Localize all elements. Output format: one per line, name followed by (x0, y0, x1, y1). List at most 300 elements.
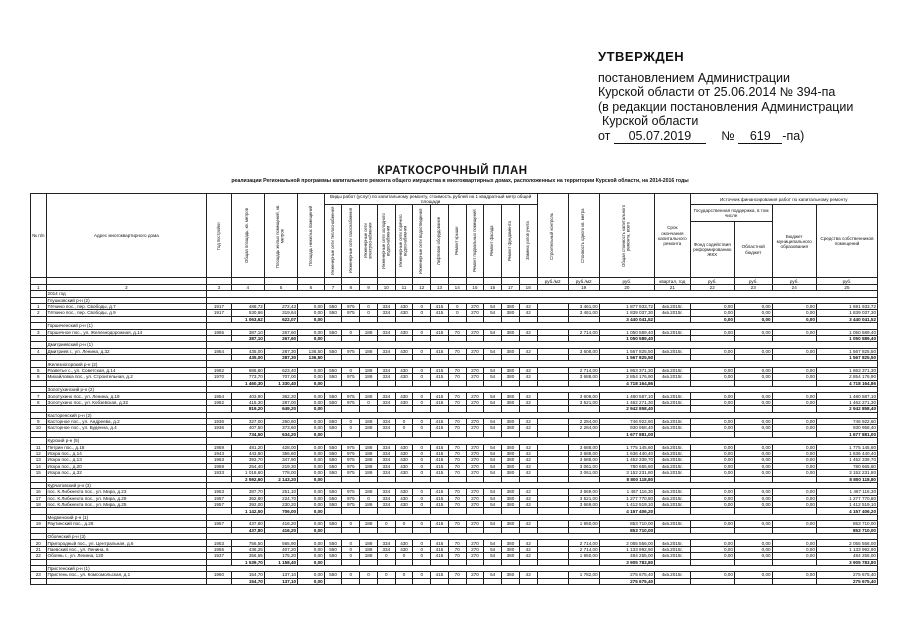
row-number: 6 (31, 374, 47, 380)
row-fund: 0,00 (690, 521, 734, 527)
row-work-cost: 42 (519, 399, 537, 405)
row-work-cost: 42 (519, 546, 537, 552)
row-work-cost: 550 (324, 540, 342, 546)
row-work-cost: 0 (360, 303, 378, 309)
row-work-cost: 975 (342, 310, 360, 316)
subtotal-area-living: 1 158,40 (264, 559, 297, 565)
row-area-nonliving: 0,00 (298, 521, 325, 527)
row-municipal: 0,00 (772, 495, 816, 501)
row-cost-sqm: 3 688,00 (568, 457, 599, 463)
row-work-cost: 380 (502, 419, 520, 425)
row-work-cost: 42 (519, 457, 537, 463)
row-fund: 0,00 (690, 310, 734, 316)
row-area-nonliving: 0,00 (298, 444, 325, 450)
row-area-living: 407,20 (264, 546, 297, 552)
subtotal-area-nonliving: 0,00 (298, 508, 325, 514)
row-work-cost: 334 (377, 419, 395, 425)
row-work-cost: 42 (519, 502, 537, 508)
row-municipal: 0,00 (772, 470, 816, 476)
column-number: 10 (377, 284, 395, 290)
row-work-cost: 70 (448, 546, 466, 552)
row-area-total: 436,25 (231, 546, 264, 552)
row-area-living: 373,60 (264, 425, 297, 431)
row-work-cost: 54 (484, 572, 502, 578)
row-work-cost: 0 (413, 367, 431, 373)
row-work-cost: 380 (502, 393, 520, 399)
row-deadline: 4кв.2015г. (655, 572, 690, 578)
subtotal-owners: 1 677 881,00 (816, 431, 877, 437)
row-work-cost: 270 (466, 572, 484, 578)
column-number: 2 (46, 284, 207, 290)
subtotal-regional: 0,00 (734, 316, 772, 322)
column-number: 24 (772, 284, 816, 290)
subtotal-cost-total: 1 677 881,00 (599, 431, 654, 437)
row-work-cost: 42 (519, 521, 537, 527)
row-work-cost: 550 (324, 457, 342, 463)
row-work-cost: 54 (484, 393, 502, 399)
row-work-cost: 54 (484, 303, 502, 309)
row-deadline: 4кв.2015г. (655, 470, 690, 476)
row-work-cost: 0 (413, 419, 431, 425)
row-work-cost: 550 (324, 310, 342, 316)
row-owners: 484 255,00 (816, 553, 877, 559)
header-year: Год постройки (207, 194, 231, 278)
row-year: 1953 (207, 489, 231, 495)
row-regional: 0,00 (734, 444, 772, 450)
row-work-cost: 0 (395, 553, 413, 559)
subtotal-area-living: 416,20 (264, 527, 297, 533)
row-work-cost: 380 (502, 303, 520, 309)
row-work-cost: 70 (448, 470, 466, 476)
row-deadline: 4кв.2015г. (655, 546, 690, 552)
row-area-living: 272,43 (264, 303, 297, 309)
row-work-cost: 430 (395, 489, 413, 495)
subtotal-cost-total: 1 567 825,50 (599, 355, 654, 361)
row-work-cost: 334 (377, 502, 395, 508)
row-deadline: 4кв.2015г. (655, 540, 690, 546)
subtotal-cost-total: 4 157 406,20 (599, 508, 654, 514)
row-work-cost: 270 (466, 495, 484, 501)
row-deadline: 4кв.2015г. (655, 367, 690, 373)
row-year: 1962 (207, 399, 231, 405)
row-work-cost: 42 (519, 348, 537, 354)
row-municipal: 0,00 (772, 303, 816, 309)
row-work-cost: 0 (342, 553, 360, 559)
row-area-living: 260,60 (264, 419, 297, 425)
row-cost-total: 1 863 371,30 (599, 367, 654, 373)
table-cell (46, 578, 207, 584)
subtotal-area-total: 387,10 (231, 335, 264, 341)
row-municipal: 0,00 (772, 310, 816, 316)
header-area-total: Общая площадь, кв. метров (231, 194, 264, 278)
subtotal-owners: 2 942 858,40 (816, 406, 877, 412)
row-address: Петрин пос., д.18 (46, 444, 207, 450)
column-number: 15 (466, 284, 484, 290)
column-number: 4 (231, 284, 264, 290)
row-work-cost: 550 (324, 495, 342, 501)
row-work-cost: 430 (395, 310, 413, 316)
row-area-living: 219,30 (264, 463, 297, 469)
column-number: 8 (342, 284, 360, 290)
row-number: 1 (31, 303, 47, 309)
row-work-cost: 0 (413, 489, 431, 495)
subtotal-area-nonliving: 136,50 (298, 355, 325, 361)
row-cost-total: 1 133 992,90 (599, 546, 654, 552)
row-work-cost: 70 (448, 425, 466, 431)
table-cell (484, 578, 502, 584)
approval-line-5 (598, 129, 898, 145)
row-owners: 2 055 556,00 (816, 540, 877, 546)
row-work-cost: 430 (395, 546, 413, 552)
row-work-cost: 0 (413, 425, 431, 431)
row-work-cost: 0 (360, 572, 378, 578)
header-w4: Инженерные сети холодного водоснабжения (377, 205, 395, 278)
row-year: 1936 (207, 419, 231, 425)
table-cell (519, 578, 537, 584)
row-cost-total: 1 839 037,30 (599, 310, 654, 316)
district-label: Золотухинский р-н (2) (46, 387, 207, 393)
row-work-cost: 380 (502, 502, 520, 508)
row-work-cost: 70 (448, 521, 466, 527)
row-regional: 0,00 (734, 546, 772, 552)
row-work-cost: 550 (324, 450, 342, 456)
subtotal-cost-total: 853 710,00 (599, 527, 654, 533)
header-w9: Ремонт подвальных помещений (466, 205, 484, 278)
header-w5: Инженерные сети горячего водоснабжения (395, 205, 413, 278)
subtotal-area-living: 706,00 (264, 508, 297, 514)
row-year: 1963 (207, 457, 231, 463)
subtotal-area-total: 1 460,30 (231, 380, 264, 386)
plan-table (30, 193, 878, 585)
row-work-cost: 0 (413, 495, 431, 501)
row-work-cost: 0 (413, 470, 431, 476)
row-area-total: 686,60 (231, 367, 264, 373)
subtotal-area-total: 1 539,70 (231, 559, 264, 565)
row-work-cost: 54 (484, 463, 502, 469)
row-work-cost: 270 (466, 502, 484, 508)
approval-from: от (598, 128, 611, 143)
row-work-cost: 380 (502, 425, 520, 431)
row-work-cost: 0 (413, 463, 431, 469)
column-number: 12 (413, 284, 431, 290)
row-area-nonliving: 0,00 (298, 425, 325, 431)
row-work-cost: 270 (466, 419, 484, 425)
row-work-cost: 188 (360, 444, 378, 450)
header-cost-sqm: Стоимость одного кв. метра (568, 194, 599, 278)
row-area-nonliving: 0,00 (298, 540, 325, 546)
row-number: 10 (31, 425, 47, 431)
approval-line-1: постановлением Администрации (598, 70, 790, 85)
header-control: Строительный контроль (537, 194, 568, 278)
row-cost-total: 484 255,00 (599, 553, 654, 559)
row-municipal: 0,00 (772, 329, 816, 335)
row-work-cost: 334 (377, 540, 395, 546)
table-cell (395, 578, 413, 584)
row-area-total: 407,50 (231, 425, 264, 431)
row-owners: 1 636 440,40 (816, 450, 877, 456)
row-deadline: 4кв.2015г. (655, 553, 690, 559)
column-number: 18 (519, 284, 537, 290)
subtotal-municipal (772, 578, 816, 584)
row-work-cost: 975 (342, 502, 360, 508)
row-work-cost: 334 (377, 393, 395, 399)
row-work-cost: 550 (324, 425, 342, 431)
row-work-cost: 430 (395, 457, 413, 463)
row-work-cost: 415 (431, 303, 449, 309)
column-number: 25 (816, 284, 877, 290)
row-area-total: 443,80 (231, 450, 264, 456)
row-work-cost: 430 (395, 470, 413, 476)
row-address: Искра пос., д.20 (46, 463, 207, 469)
row-deadline: 4кв.2015г. (655, 399, 690, 405)
row-work-cost: 415 (431, 329, 449, 335)
table-cell (31, 578, 47, 584)
header-w3: Инженерные сети электроснабжения (360, 205, 378, 278)
table-cell (655, 578, 690, 584)
row-year: 1954 (207, 348, 231, 354)
row-deadline: 4кв.2015г. (655, 419, 690, 425)
row-work-cost: 415 (431, 393, 449, 399)
row-work-cost: 550 (324, 303, 342, 309)
row-area-total: 356,55 (231, 553, 264, 559)
row-work-cost: 42 (519, 553, 537, 559)
approval-date: 05.07.2019 (614, 129, 706, 145)
row-number: 4 (31, 348, 47, 354)
row-work-cost: 334 (377, 450, 395, 456)
district-label: Пристенский р-н (1) (46, 565, 207, 571)
row-deadline: 4кв.2015г. (655, 463, 690, 469)
row-number: 3 (31, 329, 47, 335)
row-area-nonliving: 0,00 (298, 489, 325, 495)
row-area-total: 392,00 (231, 502, 264, 508)
row-owners: 1 452 339,70 (816, 457, 877, 463)
row-year: 1962 (207, 367, 231, 373)
district-label: Курчатовский р-н (3) (46, 482, 207, 488)
row-year: 1955 (207, 546, 231, 552)
row-municipal: 0,00 (772, 399, 816, 405)
row-fund: 0,00 (690, 502, 734, 508)
row-work-cost: 188 (360, 367, 378, 373)
row-regional: 0,00 (734, 540, 772, 546)
row-regional: 0,00 (734, 463, 772, 469)
row-work-cost: 0 (413, 374, 431, 380)
row-deadline: 4кв.2015г. (655, 502, 690, 508)
subtotal-owners: 4 718 164,86 (816, 380, 877, 386)
row-work-cost: 334 (377, 463, 395, 469)
row-work-cost: 0 (413, 399, 431, 405)
row-regional: 0,00 (734, 495, 772, 501)
header-funding-group: Источник финансирования работ по капитальному ремонту (690, 194, 877, 205)
row-work-cost: 430 (395, 463, 413, 469)
row-fund: 0,00 (690, 393, 734, 399)
row-address: Горшечное пос., ул. Железнодорожная, д.14 (46, 329, 207, 335)
row-work-cost: 415 (431, 450, 449, 456)
row-cost-sqm: 2 284,00 (568, 419, 599, 425)
row-fund: 0,00 (690, 348, 734, 354)
row-work-cost: 550 (324, 489, 342, 495)
row-work-cost: 415 (431, 348, 449, 354)
row-deadline: 4кв.2015г. (655, 310, 690, 316)
row-number: 14 (31, 463, 47, 469)
row-cost-sqm: 2 714,00 (568, 546, 599, 552)
subtotal-cost-total: 1 050 589,40 (599, 335, 654, 341)
table-cell (537, 578, 568, 584)
row-owners: 1 567 825,50 (816, 348, 877, 354)
row-cost-sqm: 2 284,00 (568, 425, 599, 431)
row-cost-sqm: 3 688,00 (568, 374, 599, 380)
row-work-cost: 54 (484, 502, 502, 508)
row-owners: 1 863 371,30 (816, 367, 877, 373)
row-area-total: 756,50 (231, 540, 264, 546)
row-regional: 0,00 (734, 393, 772, 399)
row-cost-total: 275 675,40 (599, 572, 654, 578)
column-number: 16 (484, 284, 502, 290)
row-area-nonliving: 0,00 (298, 310, 325, 316)
row-work-cost: 54 (484, 444, 502, 450)
row-work-cost: 42 (519, 329, 537, 335)
subtotal-area-living: 137,10 (264, 578, 297, 584)
row-cost-sqm: 3 061,00 (568, 470, 599, 476)
subtotal-area-total: 819,20 (231, 406, 264, 412)
row-area-nonliving: 0,00 (298, 470, 325, 476)
approval-suffix: -па) (782, 128, 805, 143)
row-work-cost: 0 (377, 521, 395, 527)
row-number: 12 (31, 450, 47, 456)
row-work-cost: 975 (342, 489, 360, 495)
row-cost-sqm: 2 714,00 (568, 367, 599, 373)
subtotal-area-nonliving: 0,00 (298, 316, 325, 322)
table-header (31, 194, 878, 291)
row-work-cost: 550 (324, 399, 342, 405)
row-fund: 0,00 (690, 419, 734, 425)
row-work-cost: 270 (466, 457, 484, 463)
row-work-cost: 380 (502, 521, 520, 527)
row-work-cost: 380 (502, 450, 520, 456)
row-area-nonliving: 0,00 (298, 457, 325, 463)
row-area-living: 137,10 (264, 572, 297, 578)
row-municipal: 0,00 (772, 450, 816, 456)
header-w1: Инженерные сети теплоснабжения (324, 205, 342, 278)
row-address: Обоянь г., ул. Ленина, 120 (46, 553, 207, 559)
row-work-cost: 70 (448, 553, 466, 559)
row-work-cost: 54 (484, 348, 502, 354)
subtotal-regional (734, 578, 772, 584)
approval-heading: УТВЕРЖДЕН (598, 49, 685, 64)
row-cost-sqm: 1 950,00 (568, 553, 599, 559)
row-area-living: 707,00 (264, 374, 297, 380)
document-subtitle: реализации Региональной программы капитального ремонта общего имущества в многоквартирных домах, расположенных на территории Курской области, на 2014-2016 годы (231, 178, 689, 184)
row-work-cost: 430 (395, 450, 413, 456)
table-cell (324, 578, 342, 584)
row-work-cost: 0 (342, 425, 360, 431)
column-number: 22 (690, 284, 734, 290)
row-number: 7 (31, 393, 47, 399)
district-label: Дмитриевский р-н (1) (46, 342, 207, 348)
row-address: Раутинский пос., д.28 (46, 521, 207, 527)
row-work-cost: 550 (324, 553, 342, 559)
row-work-cost: 550 (324, 502, 342, 508)
subtotal-cost-total: 275 675,40 (599, 578, 654, 584)
row-owners: 930 958,40 (816, 425, 877, 431)
row-address: пос. К.Либкнехта пос., ул. Мира, д.25 (46, 502, 207, 508)
row-owners: 780 665,60 (816, 463, 877, 469)
row-work-cost: 188 (360, 540, 378, 546)
row-cost-sqm: 1 950,00 (568, 521, 599, 527)
row-work-cost: 975 (342, 450, 360, 456)
row-work-cost: 0 (413, 303, 431, 309)
row-cost-sqm: 3 461,00 (568, 303, 599, 309)
header-regional: Областной бюджет (734, 221, 772, 278)
subtotal-cost-total: 8 800 118,80 (599, 476, 654, 482)
row-work-cost: 415 (431, 374, 449, 380)
row-fund: 0,00 (690, 553, 734, 559)
row-work-cost: 430 (395, 399, 413, 405)
row-area-nonliving: 0,00 (298, 393, 325, 399)
row-work-cost: 0 (342, 367, 360, 373)
subtotal-cost-total: 3 440 041,52 (599, 316, 654, 322)
row-cost-sqm: 3 521,00 (568, 495, 599, 501)
unit-25: руб. (772, 278, 816, 284)
row-work-cost: 42 (519, 495, 537, 501)
row-deadline: 4кв.2015г. (655, 425, 690, 431)
row-work-cost: 42 (519, 374, 537, 380)
row-work-cost: 270 (466, 463, 484, 469)
row-work-cost: 380 (502, 348, 520, 354)
column-number: 11 (395, 284, 413, 290)
column-number: 13 (431, 284, 449, 290)
row-area-total: 362,80 (231, 495, 264, 501)
subtotal-area-total: 437,80 (231, 527, 264, 533)
row-municipal: 0,00 (772, 419, 816, 425)
row-deadline: 4кв.2015г. (655, 489, 690, 495)
row-work-cost: 380 (502, 463, 520, 469)
row-area-living: 287,00 (264, 399, 297, 405)
row-work-cost: 70 (448, 367, 466, 373)
approval-stamp (598, 50, 898, 144)
row-cost-total: 1 412 519,10 (599, 502, 654, 508)
row-work-cost: 334 (377, 495, 395, 501)
subtotal-area-living: 2 143,20 (264, 476, 297, 482)
row-work-cost: 0 (342, 540, 360, 546)
district-label: Медвенский р-н (1) (46, 514, 207, 520)
row-number: 17 (31, 495, 47, 501)
row-work-cost: 0 (413, 393, 431, 399)
row-work-cost: 334 (377, 457, 395, 463)
row-work-cost: 70 (448, 495, 466, 501)
row-work-cost: 70 (448, 393, 466, 399)
row-municipal: 0,00 (772, 463, 816, 469)
row-area-total: 393,70 (231, 457, 264, 463)
row-work-cost: 0 (395, 419, 413, 425)
subtotal-owners: 853 710,00 (816, 527, 877, 533)
column-number: 17 (502, 284, 520, 290)
row-work-cost: 54 (484, 450, 502, 456)
row-address: пос. К.Либкнехта пос., ул. Мира, д.23 (46, 489, 207, 495)
subtotal-area-living: 634,20 (264, 431, 297, 437)
row-work-cost: 42 (519, 463, 537, 469)
row-area-nonliving: 0,00 (298, 374, 325, 380)
row-work-cost: 430 (395, 502, 413, 508)
row-work-cost: 70 (448, 450, 466, 456)
row-area-nonliving: 0,00 (298, 399, 325, 405)
row-area-total: 488,72 (231, 303, 264, 309)
column-number: 23 (734, 284, 772, 290)
row-work-cost: 0 (413, 348, 431, 354)
column-number: 5 (264, 284, 297, 290)
row-area-nonliving: 0,00 (298, 502, 325, 508)
row-deadline: 4кв.2015г. (655, 444, 690, 450)
subtotal-area-total: 734,50 (231, 431, 264, 437)
